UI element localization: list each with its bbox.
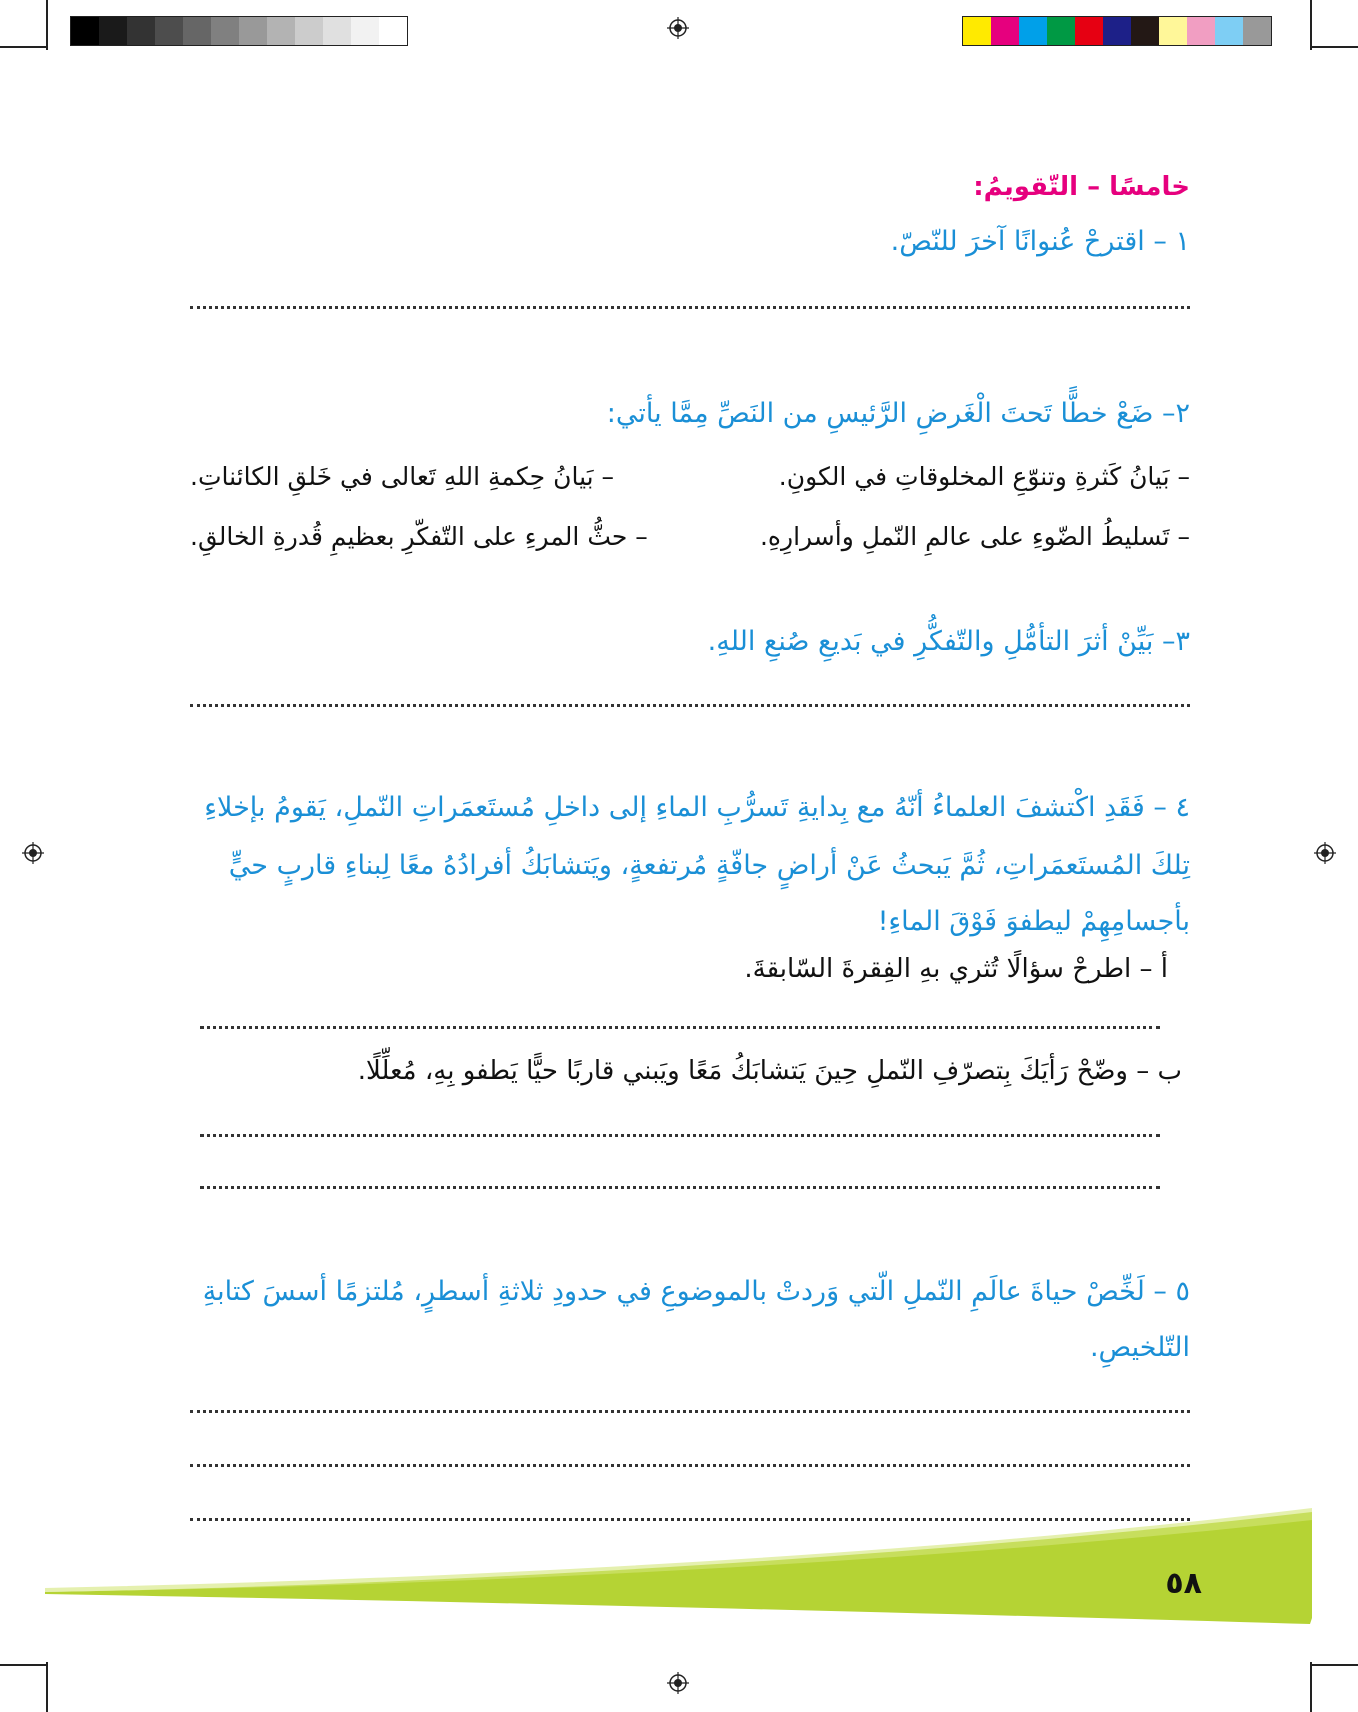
page-number: ٥٨ <box>1165 1566 1202 1601</box>
question-5-line: التّلخيصِ. <box>1089 1332 1190 1363</box>
option-item[interactable]: – حثُّ المرءِ على التّفكّرِ بعظيمِ قُدرةِ الخالقِ. <box>190 522 648 551</box>
option-item[interactable]: – بَيانُ كَثرةِ وتنوّعِ المخلوقاتِ في الكونِ. <box>778 462 1190 491</box>
question-4-line: بأجسامِهِمْ ليطفوَ فَوْقَ الماءِ! <box>877 906 1190 937</box>
question-2: ٢– ضَعْ خطًّا تَحتَ الْغَرضِ الرَّئيسِ من النَصِّ مِمَّا يأتي: <box>606 398 1190 429</box>
question-4-line: ٤ – فَقَدِ اكْتشفَ العلماءُ أنّهُ مع بِدايةِ تَسرُّبِ الماءِ إلى داخلِ مُستَعمَراتِ النّملِ، يَقومُ بإخلاءِ <box>204 792 1190 823</box>
option-item[interactable]: – تَسليطُ الضّوءِ على عالمِ النّملِ وأسرارِهِ. <box>759 522 1190 551</box>
question-3: ٣– بَيِّنْ أثرَ التأمُّلِ والتّفكُّرِ في بَديعِ صُنعِ اللهِ. <box>707 626 1190 657</box>
question-4a: أ – اطرحْ سؤالًا تُثري بهِ الفِقرةَ السّابقةَ. <box>744 954 1168 984</box>
section-heading: خامسًا – التّقويمُ: <box>973 172 1190 202</box>
question-4-line: تِلكَ المُستَعمَراتِ، ثُمَّ يَبحثُ عَنْ أراضٍ جافّةٍ مُرتفعةٍ، ويَتشابَكُ أفرادُهُ معًا لِبناءِ قاربٍ حيٍّ <box>228 850 1190 881</box>
question-4b: ب – وضّحْ رَأيَكَ بِتصرّفِ النّملِ حِينَ يَتشابَكُ مَعًا ويَبني قاربًا حيًّا يَطفو بِهِ، مُعلِّلًا. <box>357 1056 1182 1086</box>
option-item[interactable]: – بَيانُ حِكمةِ اللهِ تَعالى في خَلقِ الكائناتِ. <box>190 462 615 491</box>
question-5-line: ٥ – لَخِّصْ حياةَ عالَمِ النّملِ الّتي وَردتْ بالموضوعِ في حدودِ ثلاثةِ أسطرٍ، مُلتزمًا أسسَ كتابةِ <box>202 1276 1190 1307</box>
question-1: ١ – اقترحْ عُنوانًا آخرَ للنّصّ. <box>890 226 1190 257</box>
